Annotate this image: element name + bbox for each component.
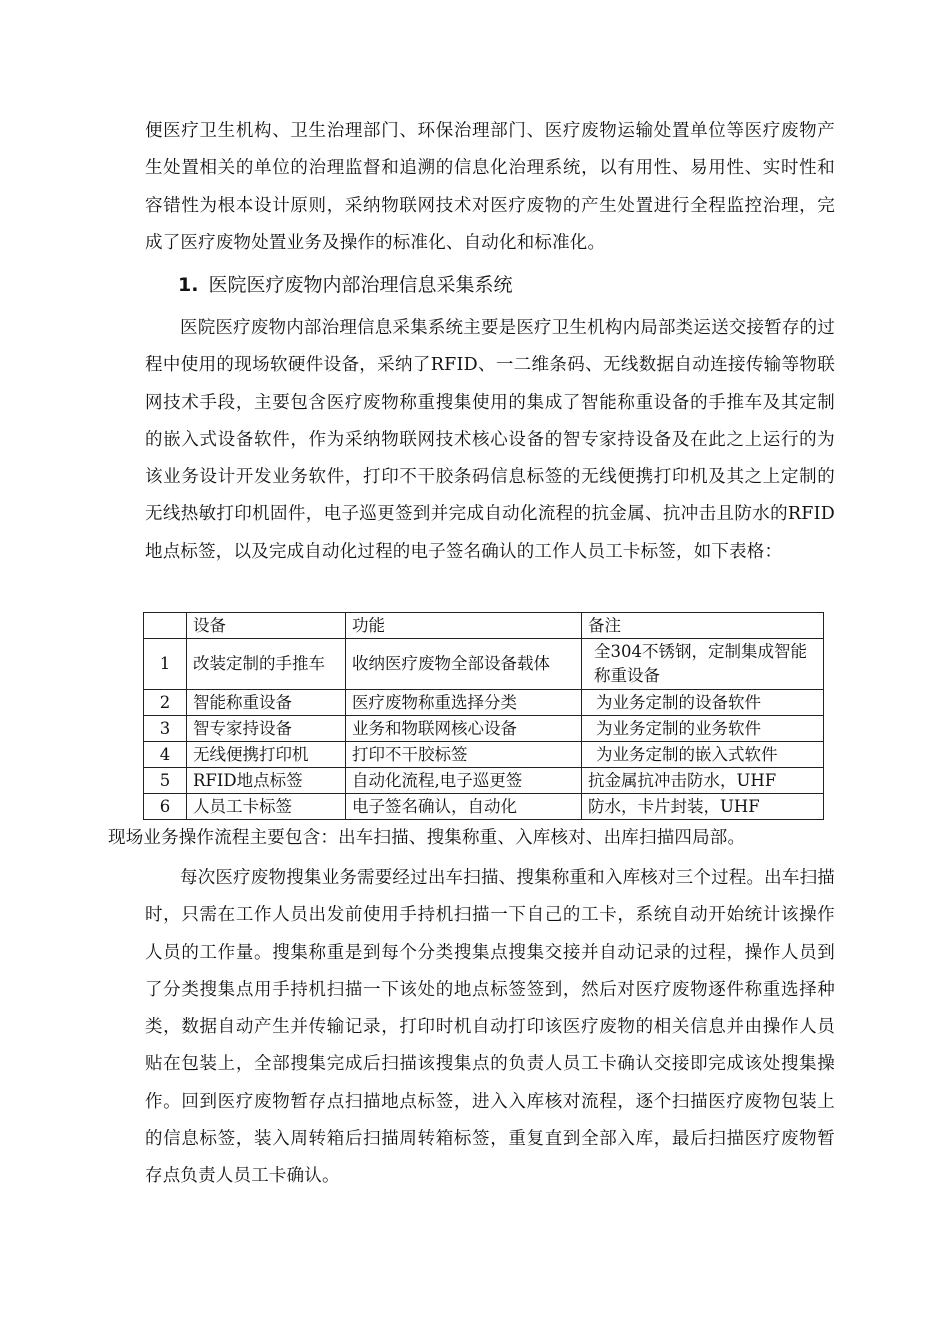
intro-paragraph: 便医疗卫生机构、卫生治理部门、环保治理部门、医疗废物运输处置单位等医疗废物产生处置相关的单位的治理监督和追溯的信息化治理系统，以有用性、易用性、实时性和容错性为根本设计原则，采纳物联网技术对医疗废物的产生处置进行全程监控治理，完成了医疗废物处置业务及操作的标准化、自动化和标准化。 <box>145 121 835 253</box>
row-index: 3 <box>144 716 187 742</box>
section-title: 医院医疗废物内部治理信息采集系统 <box>208 274 513 296</box>
table-row <box>144 716 824 742</box>
header-cell-function: 功能 <box>346 613 582 639</box>
section-number: 1. <box>178 274 199 296</box>
row-note: 为业务定制的设备软件 <box>582 690 824 716</box>
row-device: 智能称重设备 <box>187 690 346 716</box>
row-device: RFID地点标签 <box>187 768 346 794</box>
row-index: 5 <box>144 768 187 794</box>
row-note: 为业务定制的嵌入式软件 <box>582 742 824 768</box>
table-row <box>144 768 824 794</box>
row-index: 1 <box>144 639 187 690</box>
table-row <box>144 794 824 820</box>
row-note: 抗金属抗冲击防水，UHF <box>582 768 824 794</box>
row-device: 无线便携打印机 <box>187 742 346 768</box>
table-header-row <box>144 613 824 639</box>
device-table <box>143 612 824 820</box>
row-device: 智专家持设备 <box>187 716 346 742</box>
row-function: 打印不干胶标签 <box>346 742 582 768</box>
row-index: 2 <box>144 690 187 716</box>
section-heading <box>178 268 512 302</box>
table-row <box>144 742 824 768</box>
row-device: 改装定制的手推车 <box>187 639 346 690</box>
header-cell-note: 备注 <box>582 613 824 639</box>
row-function: 医疗废物称重选择分类 <box>346 690 582 716</box>
row-function: 电子签名确认，自动化 <box>346 794 582 820</box>
row-index: 4 <box>144 742 187 768</box>
row-note: 防水，卡片封装，UHF <box>582 794 824 820</box>
row-function: 自动化流程,电子巡更签 <box>346 768 582 794</box>
table-row <box>144 690 824 716</box>
row-function: 收纳医疗废物全部设备载体 <box>346 639 582 690</box>
row-function: 业务和物联网核心设备 <box>346 716 582 742</box>
row-note: 全304不锈钢，定制集成智能称重设备 <box>582 639 824 690</box>
header-cell-device: 设备 <box>187 613 346 639</box>
row-note: 为业务定制的业务软件 <box>582 716 824 742</box>
table-row <box>144 639 824 690</box>
section-paragraph: 医院医疗废物内部治理信息采集系统主要是医疗卫生机构内局部类运送交接暂存的过程中使用的现场软硬件设备，采纳了RFID、一二维条码、无线数据自动连接传输等物联网技术手段，主要包含医疗废物称重搜集使用的集成了智能称重设备的手推车及其定制的嵌入式设备软件，作为采纳物联网技术核心设备的智专家持设备及在此之上运行的为该业务设计开发业务软件，打印不干胶条码信息标签的无线便携打印机及其之上定制的无线热敏打印机固件，电子巡更签到并完成自动化流程的抗金属、抗冲击且防水的RFID地点标签，以及完成自动化过程的电子签名确认的工作人员工卡标签，如下表格： <box>145 318 835 562</box>
header-cell-index <box>144 613 187 639</box>
workflow-summary-line: 现场业务操作流程主要包含：出车扫描、搜集称重、入库核对、出库扫描四局部。 <box>108 828 746 848</box>
row-device: 人员工卡标签 <box>187 794 346 820</box>
workflow-paragraph: 每次医疗废物搜集业务需要经过出车扫描、搜集称重和入库核对三个过程。出车扫描时，只需在工作人员出发前使用手持机扫描一下自己的工卡，系统自动开始统计该操作人员的工作量。搜集称重是到每个分类搜集点搜集交接并自动记录的过程，操作人员到了分类搜集点用手持机扫描一下该处的地点标签签到，然后对医疗废物逐件称重选择种类，数据自动产生并传输记录，打印时机自动打印该医疗废物的相关信息并由操作人员贴在包装上，全部搜集完成后扫描该搜集点的负责人员工卡确认交接即完成该处搜集操作。回到医疗废物暂存点扫描地点标签，进入入库核对流程，逐个扫描医疗废物包装上的信息标签，装入周转箱后扫描周转箱标签，重复直到全部入库，最后扫描医疗废物暂存点负责人员工卡确认。 <box>145 868 835 1187</box>
row-index: 6 <box>144 794 187 820</box>
